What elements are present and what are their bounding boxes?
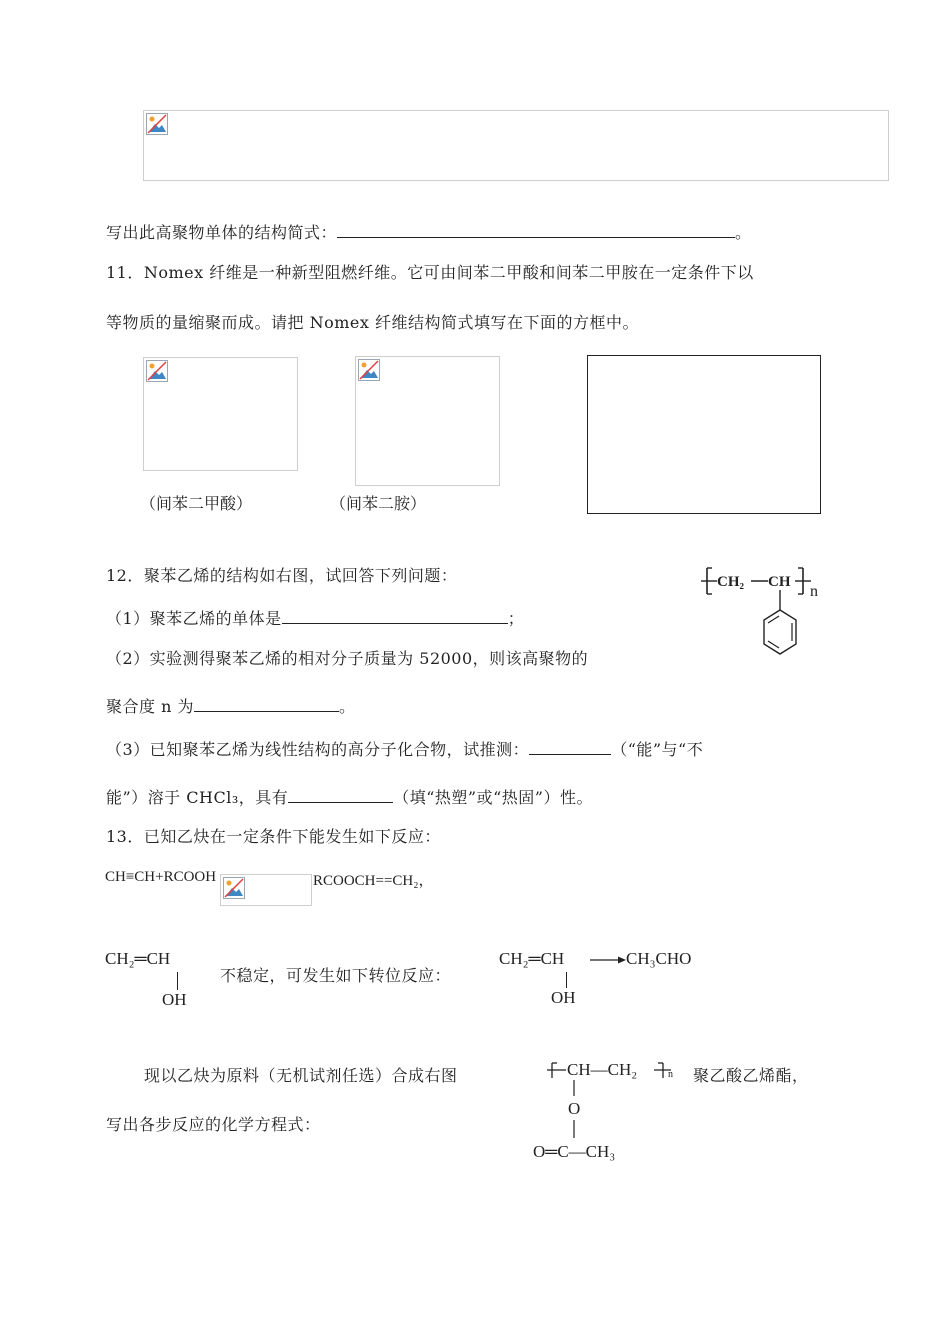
enol-left-oh: OH bbox=[162, 990, 187, 1009]
q12-stem: 12．聚苯乙烯的结构如右图，试回答下列问题： bbox=[106, 566, 458, 585]
q10-prompt: 写出此高聚物单体的结构简式： bbox=[106, 223, 338, 242]
pva-n: n bbox=[668, 1069, 673, 1080]
q13-task-line1: 现以乙炔为原料（无机试剂任选）合成右图 bbox=[144, 1066, 458, 1085]
polystyrene-ch: CH bbox=[768, 574, 791, 590]
q12-part3-blank-a[interactable] bbox=[529, 737, 611, 755]
q13-unstable-text: 不稳定，可发生如下转位反应： bbox=[220, 966, 452, 985]
caption-m-phenylenediamine: （间苯二胺） bbox=[330, 494, 427, 513]
enol-left-top: CH₂═CH bbox=[105, 949, 171, 968]
reaction-condition-image bbox=[220, 874, 312, 906]
q12-part2-line1: （2）实验测得聚苯乙烯的相对分子质量为 52000，则该高聚物的 bbox=[106, 649, 589, 668]
q13-reactant: CH≡CH+RCOOH bbox=[105, 869, 217, 885]
broken-image-icon bbox=[146, 360, 168, 382]
enol-right-bond bbox=[566, 972, 567, 988]
enol-right-top: CH₂═CH bbox=[499, 949, 565, 968]
pva-o: O bbox=[568, 1099, 581, 1118]
m-phenylenediamine-image bbox=[355, 356, 500, 486]
q10-prompt-line bbox=[106, 220, 752, 244]
q12-part2-prefix: 聚合度 n 为 bbox=[106, 697, 194, 716]
polystyrene-n: n bbox=[810, 583, 818, 600]
q12-part3-blank-b[interactable] bbox=[288, 785, 393, 803]
caption-isophthalic-acid: （间苯二甲酸） bbox=[140, 494, 253, 513]
broken-image-icon bbox=[358, 359, 380, 381]
q12-part2-line2 bbox=[106, 694, 356, 718]
q13-task-tail: 聚乙酸乙烯酯， bbox=[693, 1066, 809, 1085]
q12-part1-prefix: （1）聚苯乙烯的单体是 bbox=[106, 609, 282, 628]
enol-right-product: CH₃CHO bbox=[626, 949, 692, 968]
q11-line2: 等物质的量缩聚而成。请把 Nomex 纤维结构简式填写在下面的方框中。 bbox=[106, 313, 639, 332]
nomex-answer-box[interactable] bbox=[587, 355, 821, 514]
pva-bottom: O═C—CH₃ bbox=[533, 1142, 616, 1161]
q12-part2-blank[interactable] bbox=[194, 694, 339, 712]
q12-part3-line2 bbox=[106, 785, 593, 809]
q10-end: 。 bbox=[735, 223, 752, 242]
polystyrene-ch2: CH₂ bbox=[717, 574, 744, 590]
q12-part1-blank[interactable] bbox=[282, 606, 508, 624]
reaction-arrow bbox=[590, 954, 626, 966]
polyvinyl-acetate-structure bbox=[530, 1056, 690, 1164]
q12-part1-suffix: ； bbox=[507, 609, 525, 628]
enol-left-bond bbox=[177, 972, 178, 990]
q12-part1 bbox=[106, 606, 524, 630]
polymer-structure-image bbox=[143, 110, 889, 181]
q12-part3-line2-b: （填“热塑”或“热固”）性。 bbox=[393, 788, 593, 807]
enol-right-oh: OH bbox=[551, 988, 576, 1007]
isophthalic-acid-image bbox=[143, 357, 298, 471]
q12-part3-line2-a: 能”）溶于 CHCl₃，具有 bbox=[106, 788, 289, 807]
q12-part2-suffix: 。 bbox=[338, 697, 356, 716]
broken-image-icon bbox=[223, 877, 245, 899]
benzene-ring bbox=[764, 610, 796, 654]
broken-image-icon bbox=[146, 113, 168, 135]
q13-stem: 13．已知乙炔在一定条件下能发生如下反应： bbox=[106, 827, 441, 846]
q10-answer-blank[interactable] bbox=[337, 220, 735, 238]
q13-product: RCOOCH==CH₂， bbox=[313, 873, 434, 889]
q13-task-line2: 写出各步反应的化学方程式： bbox=[106, 1115, 321, 1134]
q12-part3-suffix: （“能”与“不 bbox=[611, 740, 704, 759]
polystyrene-structure bbox=[700, 562, 835, 674]
pva-top: CH—CH₂ bbox=[567, 1060, 638, 1079]
q12-part3-line1 bbox=[106, 737, 703, 761]
q11-line1: 11．Nomex 纤维是一种新型阻燃纤维。它可由间苯二甲酸和间苯二甲胺在一定条件下以 bbox=[106, 263, 754, 282]
q12-part3-prefix: （3）已知聚苯乙烯为线性结构的高分子化合物，试推测： bbox=[106, 740, 530, 759]
